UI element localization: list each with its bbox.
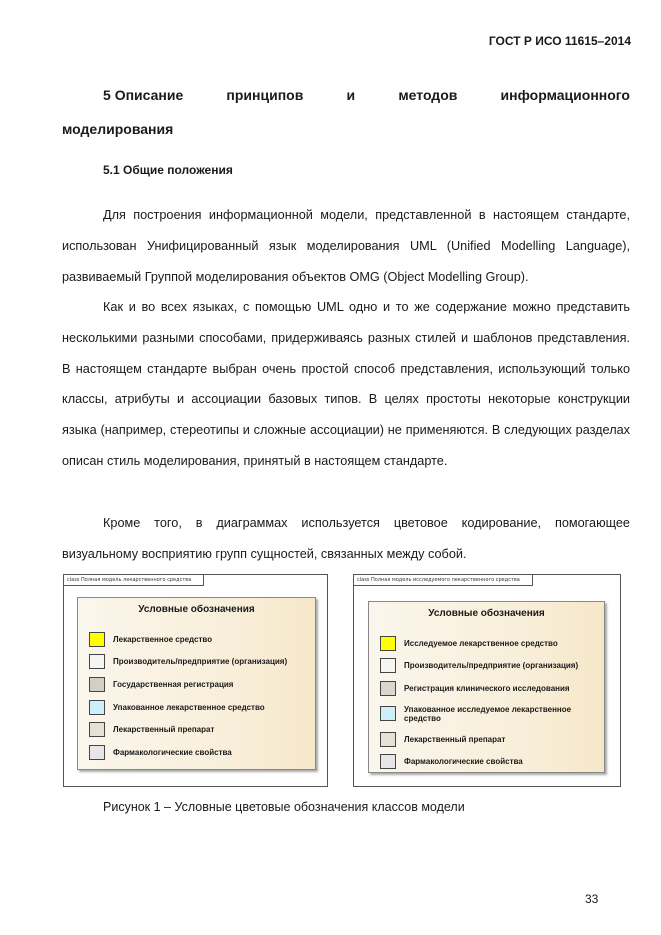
- legend-label: Лекарственный препарат: [113, 725, 215, 735]
- legend-item: [380, 677, 598, 700]
- legend-item: [89, 741, 309, 764]
- color-swatch: [380, 732, 396, 747]
- paragraph: Как и во всех языках, с помощью UML одно и то же содержание можно представить несколькими разными способами, придерживаясь разных стилей и шаблонов представления. В настоящем стандарте выбран очень простой способ представления, использующий только классы, атрибуты и ассоциации базовых типов. В целях простоты некоторые конструкции языка (например, стереотипы и сложные ассоциации) не применяются. В следующих разделах описан стиль моделирования, принятый в настоящем стандарте.: [62, 300, 630, 468]
- section-heading-line-1: [62, 78, 630, 112]
- paragraph: Кроме того, в диаграммах используется цветовое кодирование, помогающее визуальному восприятию групп сущностей, связанных между собой.: [62, 516, 630, 561]
- document-header: ГОСТ Р ИСО 11615–2014: [488, 34, 631, 48]
- section-heading-word: методов: [398, 87, 458, 103]
- legend-items: [380, 632, 598, 773]
- color-swatch: [89, 700, 105, 715]
- uml-diagram-investigational-product: [353, 574, 621, 787]
- legend-label: Фармакологические свойства: [113, 747, 232, 757]
- color-swatch: [380, 706, 396, 721]
- legend-item: [89, 628, 309, 651]
- legend-item: [89, 718, 309, 741]
- uml-diagram-medicinal-product: [63, 574, 328, 787]
- legend-box: [368, 601, 605, 773]
- legend-label: Фармакологические свойства: [404, 757, 523, 767]
- diagram-frame-label: class Полная модель лекарственного средства: [64, 575, 204, 586]
- legend-label: Регистрация клинического исследования: [404, 683, 570, 693]
- section-heading-word: принципов: [226, 87, 304, 103]
- section-heading-word: и: [346, 87, 356, 103]
- legend-item: [89, 673, 309, 696]
- section-heading: [62, 78, 630, 146]
- paragraph: Для построения информационной модели, представленной в настоящем стандарте, использован Унифицированный язык моделирования UML (Unified Modelling Language), развиваемый Группой моделирования объектов OMG (Object Modelling Group).: [62, 208, 630, 284]
- color-swatch: [89, 654, 105, 669]
- page-number: 33: [585, 892, 599, 906]
- legend-item: [89, 651, 309, 674]
- legend-title: Условные обозначения: [138, 604, 255, 615]
- legend-item: [380, 655, 598, 678]
- section-heading-line-2: моделирования: [62, 121, 174, 137]
- legend-item: [380, 632, 598, 655]
- color-swatch: [89, 745, 105, 760]
- legend-label: Производитель/предприятие (организация): [113, 657, 288, 667]
- subsection-heading: 5.1 Общие положения: [103, 163, 233, 177]
- section-heading-word: информационного: [500, 87, 630, 103]
- legend-label: Производитель/предприятие (организация): [404, 661, 579, 671]
- legend-items: [89, 628, 309, 764]
- legend-box: [77, 597, 316, 770]
- section-heading-word: 5 Описание: [103, 87, 184, 103]
- figure-caption: Рисунок 1 – Условные цветовые обозначения классов модели: [103, 800, 465, 814]
- color-swatch: [380, 681, 396, 696]
- legend-label: Исследуемое лекарственное средство: [404, 638, 558, 648]
- legend-label: Лекарственное средство: [113, 634, 213, 644]
- color-swatch: [380, 658, 396, 673]
- color-swatch: [380, 754, 396, 769]
- legend-label: Упакованное лекарственное средство: [113, 702, 265, 712]
- legend-item: [89, 696, 309, 719]
- diagram-frame-label: class Полная модель исследуемого лекарственного средства: [354, 575, 533, 586]
- legend-label: Государственная регистрация: [113, 679, 234, 689]
- color-swatch: [380, 636, 396, 651]
- legend-label: Лекарственный препарат: [404, 734, 506, 744]
- legend-item: [380, 750, 598, 773]
- color-swatch: [89, 632, 105, 647]
- color-swatch: [89, 722, 105, 737]
- legend-item: [380, 728, 598, 751]
- legend-item: [380, 700, 598, 728]
- color-swatch: [89, 677, 105, 692]
- legend-title: Условные обозначения: [428, 608, 545, 619]
- legend-label: Упакованное исследуемое лекарственное средство: [404, 704, 572, 723]
